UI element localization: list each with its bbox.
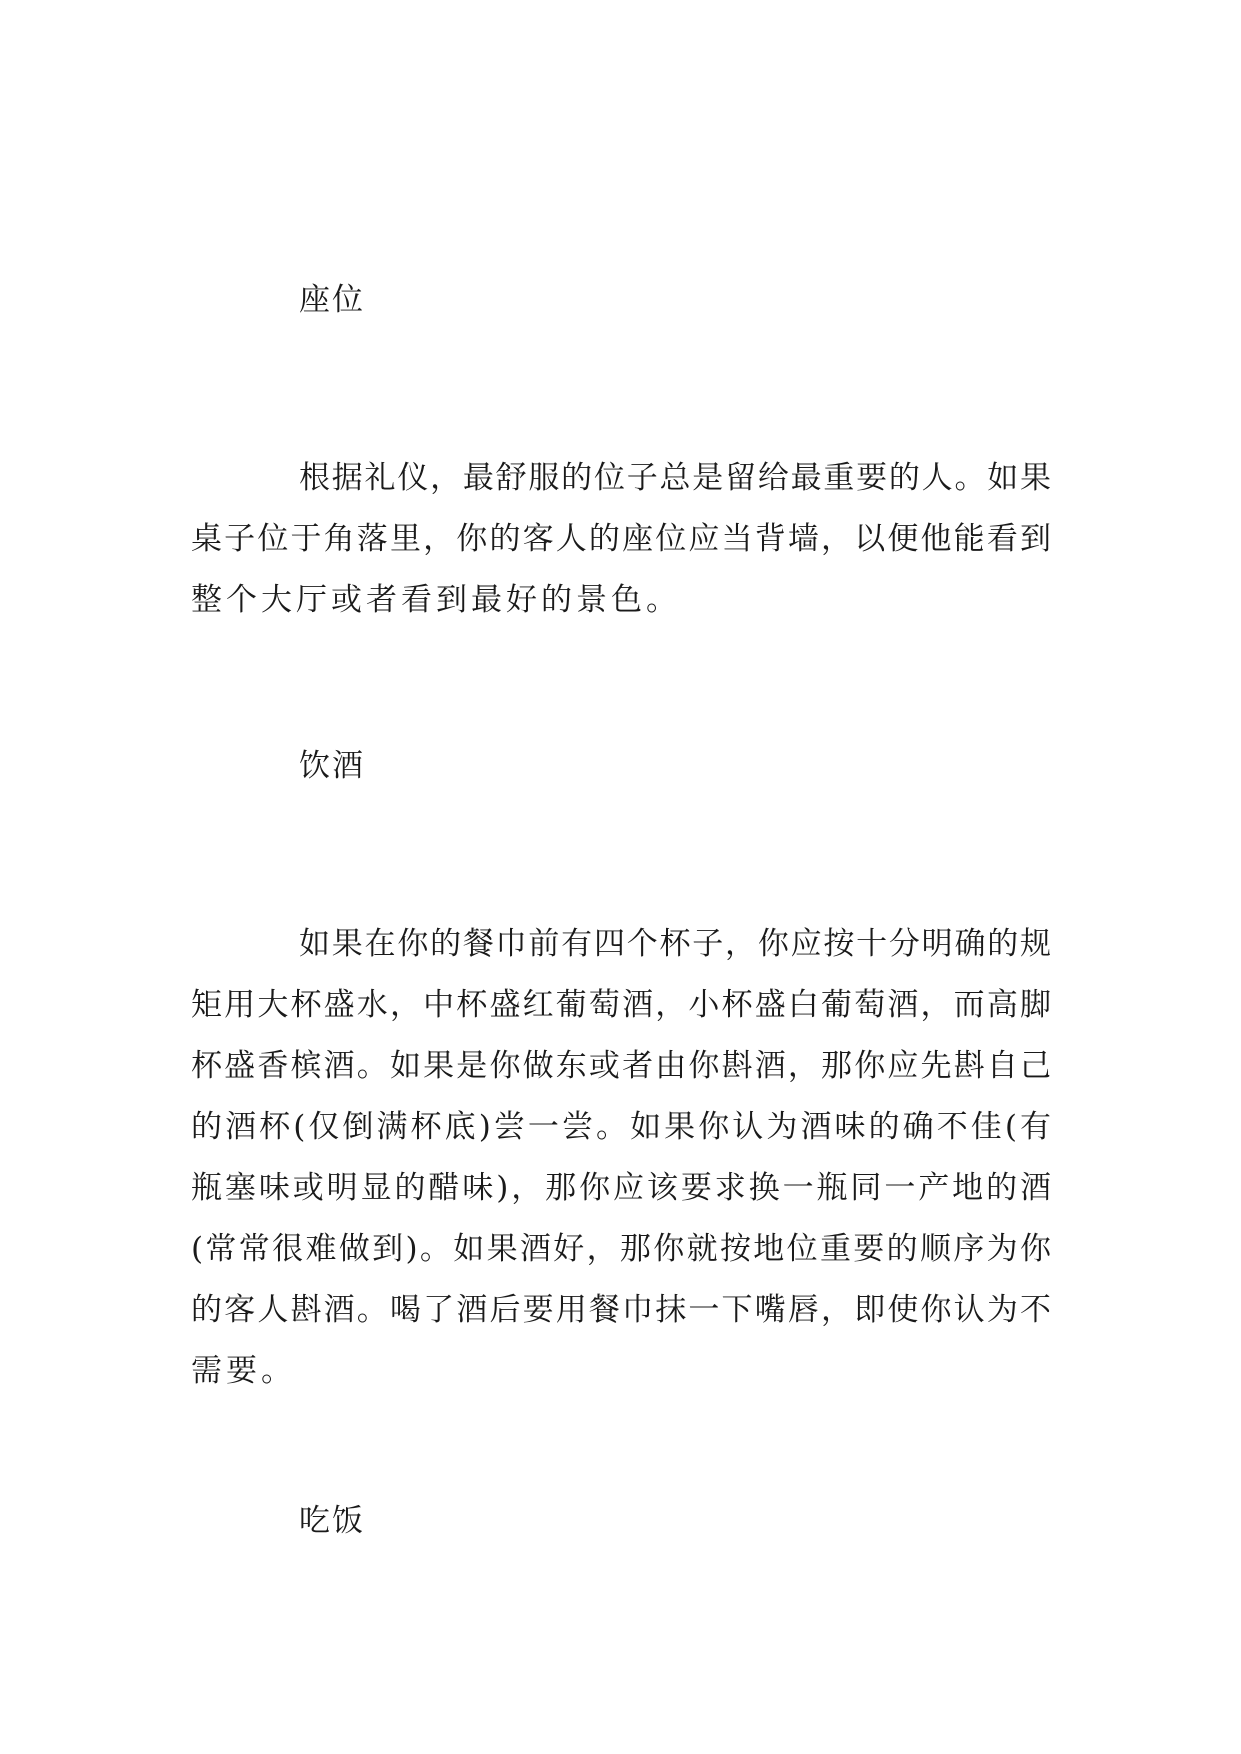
paragraph-line: 瓶塞味或明显的醋味)，那你应该要求换一瓶同一产地的酒 [191,1170,1051,1206]
paragraph-line: 整个大厅或者看到最好的景色。 [191,582,681,618]
paragraph-line: 桌子位于角落里，你的客人的座位应当背墙，以便他能看到 [191,521,1051,557]
paragraph-line: 杯盛香槟酒。如果是你做东或者由你斟酒，那你应先斟自己 [191,1048,1051,1084]
section-heading-meal: 吃饭 [299,1503,365,1539]
paragraph-line: 的酒杯(仅倒满杯底)尝一尝。如果你认为酒味的确不佳(有 [191,1109,1051,1145]
paragraph-seat [191,448,1051,631]
section-heading-seat: 座位 [299,282,365,318]
section-heading-wine: 饮酒 [299,748,365,784]
paragraph-line: 矩用大杯盛水，中杯盛红葡萄酒，小杯盛白葡萄酒，而高脚 [191,987,1051,1023]
paragraph-line: 需要。 [191,1353,296,1389]
paragraph-line: 的客人斟酒。喝了酒后要用餐巾抹一下嘴唇，即使你认为不 [191,1292,1051,1328]
paragraph-line: 如果在你的餐巾前有四个杯子，你应按十分明确的规 [299,926,1051,962]
paragraph-wine [191,914,1051,1402]
paragraph-line: (常常很难做到)。如果酒好，那你就按地位重要的顺序为你 [191,1231,1051,1267]
paragraph-line: 根据礼仪，最舒服的位子总是留给最重要的人。如果 [299,460,1051,496]
